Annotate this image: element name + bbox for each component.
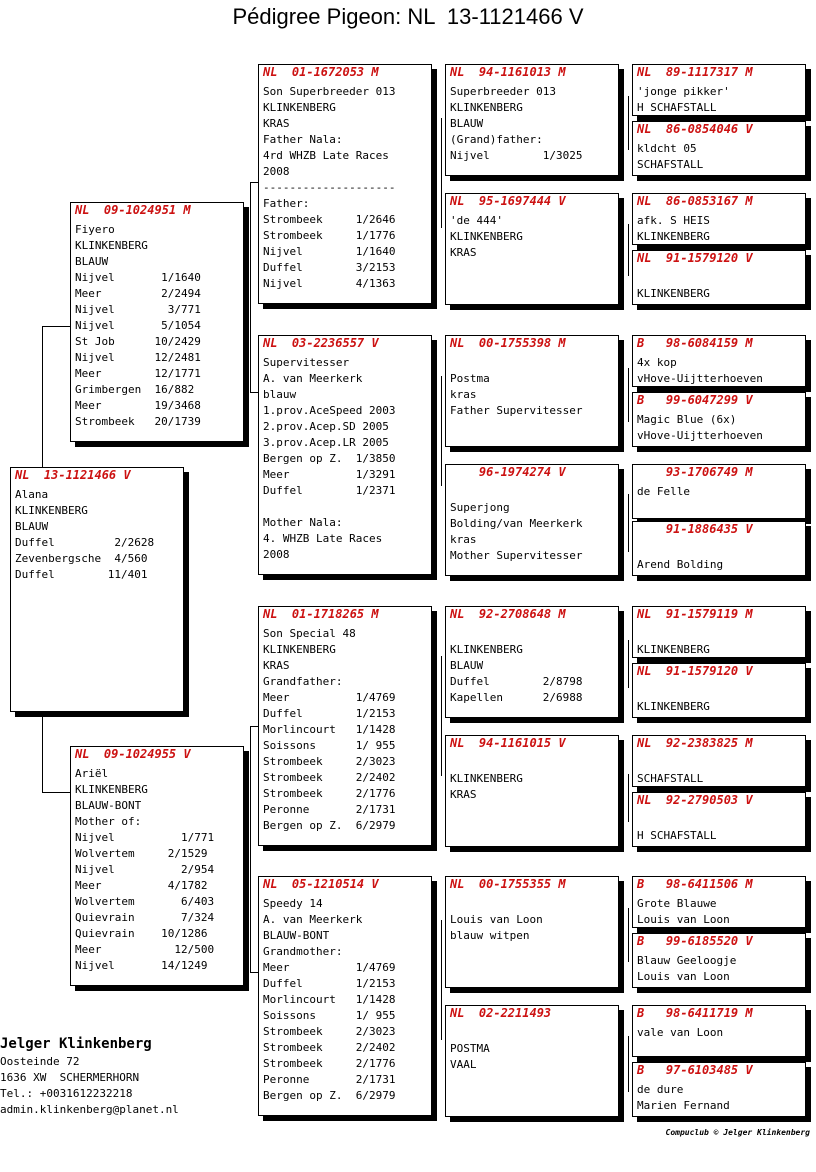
ring-number: 93-1706749 M — [637, 465, 753, 479]
bird-detail-line: 2008 — [263, 165, 290, 178]
connector — [628, 774, 629, 822]
bird-detail-line: Grimbergen 16/882 — [75, 383, 195, 396]
bird-detail-line: Nijvel 1/3025 — [450, 149, 583, 162]
bird-detail-line: 2008 — [263, 548, 290, 561]
bird-detail-line: KLINKENBERG — [637, 287, 710, 300]
ring-number: 96-1974274 V — [450, 465, 566, 479]
bird-card-father — [70, 202, 244, 442]
connector — [441, 376, 442, 486]
bird-card-g1 — [632, 64, 806, 116]
owner-city: 1636 XW SCHERMERHORN — [0, 1071, 140, 1084]
ring-number: NL 00-1755398 M — [450, 336, 566, 350]
ring-number: NL 00-1755355 M — [450, 877, 566, 891]
ring-number: B 98-6411506 M — [637, 877, 753, 891]
bird-details — [633, 139, 805, 173]
bird-card-g5 — [632, 335, 806, 387]
bird-detail-line: vHove-Uijtterhoeven — [637, 429, 763, 442]
bird-detail-line: POSTMA — [450, 1042, 490, 1055]
ring-number: NL 09-1024955 V — [75, 747, 191, 761]
bird-detail-line: Bergen op Z. 1/3850 — [263, 452, 396, 465]
bird-detail-line: Duffel 1/2153 — [263, 707, 396, 720]
bird-card-g16 — [632, 1062, 806, 1117]
bird-detail-line: Supervitesser — [263, 356, 350, 369]
bird-detail-line: KLINKENBERG — [450, 230, 523, 243]
bird-detail-line: KRAS — [263, 659, 290, 672]
bird-details — [259, 894, 431, 1104]
ring-number: 91-1886435 V — [637, 522, 753, 536]
bird-card-mother-father — [258, 606, 432, 846]
ring-number: NL 92-2790503 V — [637, 793, 753, 807]
bird-details — [446, 353, 618, 419]
bird-details — [446, 624, 618, 706]
bird-card-father-father — [258, 64, 432, 304]
bird-detail-line: de dure — [637, 1083, 684, 1096]
bird-detail-line: Bergen op Z. 6/2979 — [263, 819, 396, 832]
bird-detail-line: H SCHAFSTALL — [637, 829, 717, 842]
bird-detail-line: Speedy 14 — [263, 897, 323, 910]
bird-detail-line: Strombeek 1/1776 — [263, 229, 396, 242]
bird-details — [633, 810, 805, 844]
bird-card-g10 — [632, 663, 806, 718]
bird-detail-line: Ariël — [75, 767, 109, 780]
bird-detail-line — [450, 896, 618, 912]
bird-detail-line: Duffel 11/401 — [15, 568, 148, 581]
ring-number: NL 94-1161013 M — [450, 65, 566, 79]
connector — [250, 726, 251, 972]
bird-detail-line: Nijvel 4/1363 — [263, 277, 396, 290]
bird-detail-line: Nijvel 12/2481 — [75, 351, 201, 364]
bird-detail-line — [637, 626, 805, 642]
bird-details — [71, 220, 243, 430]
bird-detail-line: Meer 1/4769 — [263, 691, 396, 704]
bird-detail-line: Morlincourt 1/1428 — [263, 723, 396, 736]
bird-detail-line: Meer 12/500 — [75, 943, 215, 956]
bird-detail-line: Father: — [263, 197, 310, 210]
connector — [628, 224, 629, 276]
bird-detail-line: Duffel 2/8798 — [450, 675, 583, 688]
bird-card-g13 — [632, 876, 806, 928]
owner-email[interactable]: admin.klinkenberg@planet.nl — [0, 1103, 179, 1116]
bird-detail-line: Louis van Loon — [637, 970, 730, 983]
bird-details — [633, 624, 805, 658]
bird-card-mff — [445, 606, 619, 718]
ring-number: NL 02-2211493 — [450, 1006, 552, 1020]
bird-details — [633, 211, 805, 245]
bird-card-g7 — [632, 464, 806, 519]
bird-details — [633, 753, 805, 787]
bird-detail-line: Soissons 1/ 955 — [263, 1009, 396, 1022]
bird-detail-line: Nijvel 14/1249 — [75, 959, 208, 972]
owner-name: Jelger Klinkenberg — [0, 1036, 152, 1052]
bird-details — [446, 894, 618, 944]
bird-detail-line: Quievrain 7/324 — [75, 911, 215, 924]
bird-detail-line: Peronne 2/1731 — [263, 803, 396, 816]
bird-details — [259, 353, 431, 563]
connector — [250, 972, 258, 973]
bird-detail-line: blauw — [263, 388, 297, 401]
bird-detail-line: Nijvel 5/1054 — [75, 319, 201, 332]
bird-details — [259, 624, 431, 834]
ring-number: NL 89-1117317 M — [637, 65, 753, 79]
bird-detail-line: Postma — [450, 372, 490, 385]
bird-detail-line: Duffel 1/2371 — [263, 484, 396, 497]
bird-detail-line: A. van Meerkerk — [263, 913, 363, 926]
bird-detail-line: (Grand)father: — [450, 133, 543, 146]
bird-detail-line: Grandmother: — [263, 945, 343, 958]
bird-detail-line: Father Nala: — [263, 133, 343, 146]
bird-detail-line — [637, 541, 805, 557]
connector — [628, 640, 629, 688]
ring-number: B 98-6084159 M — [637, 336, 753, 350]
bird-detail-line: de Felle — [637, 485, 690, 498]
bird-detail-line: Magic Blue (6x) — [637, 413, 737, 426]
bird-details — [633, 539, 805, 573]
ring-number: NL 91-1579119 M — [637, 607, 753, 621]
bird-detail-line: 4rd WHZB Late Races — [263, 149, 389, 162]
bird-detail-line: BLAUW-BONT — [75, 799, 142, 812]
bird-detail-line: Marien Fernand — [637, 1099, 730, 1112]
bird-details — [446, 1023, 618, 1073]
connector — [42, 326, 70, 327]
bird-detail-line: 3.prov.Acep.LR 2005 — [263, 436, 389, 449]
ring-number: NL 13-1121466 V — [15, 468, 131, 482]
bird-detail-line: 'jonge pikker' — [637, 85, 730, 98]
bird-details — [446, 482, 618, 564]
bird-detail-line — [637, 683, 805, 699]
bird-detail-line — [450, 1025, 618, 1041]
bird-detail-line: 2.prov.Acep.SD 2005 — [263, 420, 389, 433]
bird-detail-line: Meer 1/4769 — [263, 961, 396, 974]
page-title: Pédigree Pigeon: NL 13-1121466 V — [232, 4, 584, 29]
bird-detail-line: Meer 19/3468 — [75, 399, 201, 412]
owner-phone: Tel.: +0031612232218 — [0, 1087, 133, 1100]
bird-card-subject — [10, 467, 184, 712]
bird-detail-line: blauw witpen — [450, 929, 530, 942]
bird-detail-line: Wolvertem 2/1529 — [75, 847, 208, 860]
connector — [42, 326, 43, 468]
ring-number: NL 92-2708648 M — [450, 607, 566, 621]
bird-detail-line: Superbreeder 013 — [450, 85, 556, 98]
bird-detail-line: KLINKENBERG — [450, 772, 523, 785]
ring-number: B 97-6103485 V — [637, 1063, 753, 1077]
bird-card-fff — [445, 64, 619, 176]
bird-detail-line: KRAS — [263, 117, 290, 130]
owner-block — [0, 1034, 179, 1118]
bird-detail-line: Soissons 1/ 955 — [263, 739, 396, 752]
bird-detail-line: Arend Bolding — [637, 558, 724, 571]
bird-detail-line: Nijvel 2/954 — [75, 863, 215, 876]
bird-detail-line: -------------------- — [263, 181, 396, 194]
bird-detail-line: Meer 2/2494 — [75, 287, 201, 300]
bird-detail-line: H SCHAFSTALL — [637, 101, 717, 114]
bird-detail-line: Mother of: — [75, 815, 142, 828]
bird-detail-line: Bergen op Z. 6/2979 — [263, 1089, 396, 1102]
connector — [441, 656, 442, 776]
bird-detail-line: KLINKENBERG — [263, 101, 336, 114]
bird-detail-line — [637, 812, 805, 828]
bird-detail-line: BLAUW — [450, 117, 484, 130]
bird-detail-line: Peronne 2/1731 — [263, 1073, 396, 1086]
bird-detail-line: Grandfather: — [263, 675, 343, 688]
bird-detail-line: St Job 10/2429 — [75, 335, 201, 348]
bird-detail-line: vHove-Uijtterhoeven — [637, 372, 763, 385]
bird-details — [633, 1080, 805, 1114]
ring-number: NL 86-0853167 M — [637, 194, 753, 208]
connector — [250, 392, 258, 393]
bird-details — [446, 211, 618, 261]
ring-number: NL 01-1718265 M — [263, 607, 379, 621]
bird-card-ffm — [445, 193, 619, 305]
ring-number: NL 03-2236557 V — [263, 336, 379, 350]
bird-detail-line: Wolvertem 6/403 — [75, 895, 215, 908]
bird-details — [446, 753, 618, 803]
bird-detail-line: Nijvel 1/771 — [75, 831, 215, 844]
bird-detail-line: Grote Blauwe — [637, 897, 717, 910]
bird-detail-line: KRAS — [450, 788, 477, 801]
bird-detail-line — [450, 484, 618, 500]
bird-details — [633, 410, 805, 444]
bird-detail-line: KLINKENBERG — [450, 101, 523, 114]
bird-detail-line: KLINKENBERG — [637, 643, 710, 656]
bird-card-g14 — [632, 933, 806, 988]
bird-card-fmf — [445, 335, 619, 447]
bird-detail-line: Fiyero — [75, 223, 115, 236]
bird-card-father-mother — [258, 335, 432, 575]
bird-details — [633, 894, 805, 928]
bird-card-mfm — [445, 735, 619, 847]
bird-detail-line: Duffel 3/2153 — [263, 261, 396, 274]
bird-detail-line: BLAUW — [450, 659, 484, 672]
bird-detail-line: 'de 444' — [450, 214, 503, 227]
bird-details — [633, 681, 805, 715]
bird-detail-line: Blauw Geeloogje — [637, 954, 737, 967]
connector — [441, 920, 442, 1040]
bird-detail-line: Duffel 1/2153 — [263, 977, 396, 990]
bird-detail-line: SCHAFSTALL — [637, 772, 704, 785]
bird-detail-line: KLINKENBERG — [75, 783, 148, 796]
bird-card-mother — [70, 746, 244, 986]
bird-detail-line: Morlincourt 1/1428 — [263, 993, 396, 1006]
connector — [250, 182, 258, 183]
connector — [250, 726, 258, 727]
bird-card-mmm — [445, 1005, 619, 1117]
bird-detail-line: Duffel 2/2628 — [15, 536, 155, 549]
ring-number: NL 92-2383825 M — [637, 736, 753, 750]
bird-detail-line: Strombeek 2/2402 — [263, 1041, 396, 1054]
ring-number: B 99-6185520 V — [637, 934, 753, 948]
bird-card-g3 — [632, 193, 806, 245]
bird-detail-line: kldcht 05 — [637, 142, 697, 155]
bird-detail-line: Kapellen 2/6988 — [450, 691, 583, 704]
bird-detail-line: A. van Meerkerk — [263, 372, 363, 385]
bird-detail-line: Mother Nala: — [263, 516, 343, 529]
bird-detail-line: Strombeek 2/3023 — [263, 1025, 396, 1038]
ring-number: B 98-6411719 M — [637, 1006, 753, 1020]
ring-number: NL 91-1579120 V — [637, 664, 753, 678]
bird-detail-line: Louis van Loon — [450, 913, 543, 926]
bird-detail-line: Alana — [15, 488, 49, 501]
ring-number: B 99-6047299 V — [637, 393, 753, 407]
connector — [628, 494, 629, 552]
bird-details — [633, 951, 805, 985]
bird-detail-line: afk. S HEIS — [637, 214, 710, 227]
bird-detail-line: KLINKENBERG — [263, 643, 336, 656]
bird-detail-line: Meer 4/1782 — [75, 879, 208, 892]
bird-detail-line: vale van Loon — [637, 1026, 724, 1039]
ring-number: NL 91-1579120 V — [637, 251, 753, 265]
bird-detail-line: Strombeek 20/1739 — [75, 415, 201, 428]
ring-number: NL 86-0854046 V — [637, 122, 753, 136]
bird-detail-line: Louis van Loon — [637, 913, 730, 926]
bird-detail-line: kras — [450, 388, 477, 401]
bird-detail-line: KLINKENBERG — [450, 643, 523, 656]
bird-details — [633, 482, 805, 500]
bird-detail-line: Nijvel 1/1640 — [75, 271, 201, 284]
bird-detail-line — [450, 355, 618, 371]
bird-detail-line: kras — [450, 533, 477, 546]
bird-detail-line: 4. WHZB Late Races — [263, 532, 383, 545]
connector — [250, 182, 251, 392]
bird-detail-line — [637, 755, 805, 771]
connector — [42, 712, 43, 792]
bird-card-mmf — [445, 876, 619, 988]
connector — [628, 908, 629, 962]
bird-detail-line: Mother Supervitesser — [450, 549, 583, 562]
bird-detail-line — [637, 270, 805, 286]
bird-card-mother-mother — [258, 876, 432, 1116]
bird-details — [633, 82, 805, 116]
bird-details — [259, 82, 431, 292]
ring-number: NL 01-1672053 M — [263, 65, 379, 79]
bird-details — [71, 764, 243, 974]
bird-detail-line: Strombeek 1/2646 — [263, 213, 396, 226]
bird-detail-line: BLAUW-BONT — [263, 929, 330, 942]
bird-card-g9 — [632, 606, 806, 658]
bird-detail-line: Son Special 48 — [263, 627, 356, 640]
bird-details — [633, 268, 805, 302]
bird-detail-line: Strombeek 2/1776 — [263, 1057, 396, 1070]
bird-detail-line: BLAUW — [15, 520, 49, 533]
connector — [628, 368, 629, 422]
bird-detail-line: KLINKENBERG — [75, 239, 148, 252]
bird-detail-line: Superjong — [450, 501, 510, 514]
connector — [42, 792, 70, 793]
bird-detail-line: KRAS — [450, 246, 477, 259]
bird-card-fmm — [445, 464, 619, 576]
bird-detail-line — [450, 755, 618, 771]
bird-detail-line: KLINKENBERG — [15, 504, 88, 517]
copyright-footer: Compuclub © Jelger Klinkenberg — [665, 1128, 810, 1137]
bird-detail-line: Father Supervitesser — [450, 404, 583, 417]
bird-card-g12 — [632, 792, 806, 847]
bird-detail-line: Strombeek 2/1776 — [263, 787, 396, 800]
ring-number: NL 94-1161015 V — [450, 736, 566, 750]
bird-detail-line: Son Superbreeder 013 — [263, 85, 396, 98]
bird-detail-line: SCHAFSTALL — [637, 158, 704, 171]
bird-detail-line: BLAUW — [75, 255, 109, 268]
bird-card-g6 — [632, 392, 806, 447]
bird-card-g15 — [632, 1005, 806, 1057]
bird-detail-line — [450, 626, 618, 642]
bird-detail-line: Quievrain 10/1286 — [75, 927, 208, 940]
bird-details — [633, 353, 805, 387]
connector — [628, 1036, 629, 1092]
bird-detail-line: Zevenbergsche 4/560 — [15, 552, 148, 565]
bird-card-g4 — [632, 250, 806, 305]
bird-card-g8 — [632, 521, 806, 576]
bird-detail-line: Strombeek 2/2402 — [263, 771, 396, 784]
bird-detail-line: Meer 12/1771 — [75, 367, 201, 380]
bird-details — [446, 82, 618, 164]
bird-detail-line: KLINKENBERG — [637, 230, 710, 243]
bird-detail-line — [263, 499, 431, 515]
bird-detail-line: Meer 1/3291 — [263, 468, 396, 481]
bird-detail-line: Nijvel 3/771 — [75, 303, 201, 316]
ring-number: NL 95-1697444 V — [450, 194, 566, 208]
bird-details — [11, 485, 183, 583]
bird-card-g2 — [632, 121, 806, 176]
ring-number: NL 09-1024951 M — [75, 203, 191, 217]
bird-detail-line: 1.prov.AceSpeed 2003 — [263, 404, 396, 417]
ring-number: NL 05-1210514 V — [263, 877, 379, 891]
bird-detail-line: Bolding/van Meerkerk — [450, 517, 583, 530]
bird-detail-line: Strombeek 2/3023 — [263, 755, 396, 768]
bird-detail-line: Nijvel 1/1640 — [263, 245, 396, 258]
bird-details — [633, 1023, 805, 1041]
bird-detail-line: KLINKENBERG — [637, 700, 710, 713]
connector — [441, 118, 442, 228]
bird-detail-line: 4x kop — [637, 356, 677, 369]
connector — [628, 96, 629, 150]
bird-card-g11 — [632, 735, 806, 787]
owner-address: Oosteinde 72 — [0, 1055, 80, 1068]
bird-detail-line: VAAL — [450, 1058, 477, 1071]
